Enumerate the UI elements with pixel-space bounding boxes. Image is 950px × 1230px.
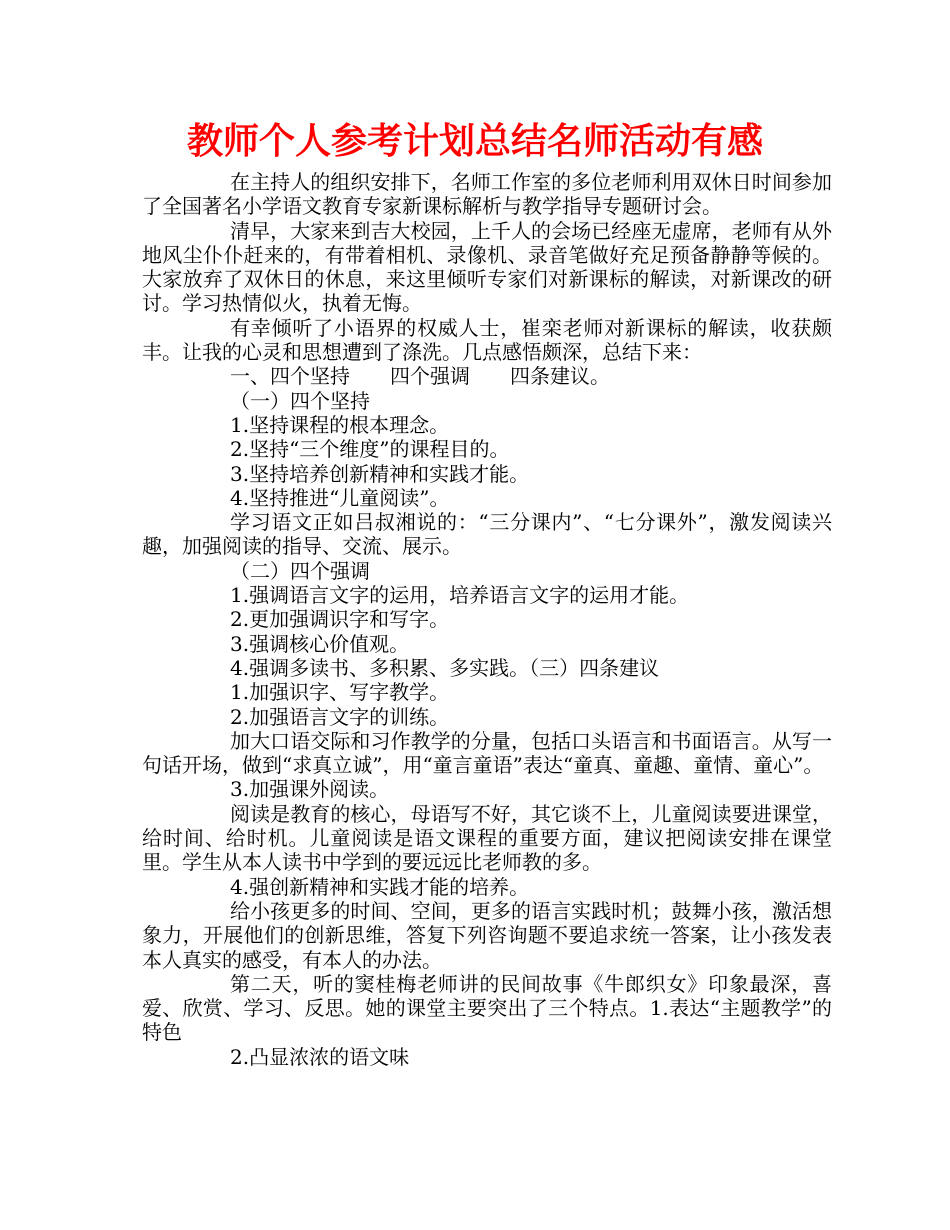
paragraph: 阅读是教育的核心，母语写不好，其它谈不上，儿童阅读要进课堂，给时间、给时机。儿童阅读是语文课程的重要方面，建议把阅读安排在课堂里。学生从本人读书中学到的要远远比老师教的多。 — [142, 801, 832, 875]
document-title: 教师个人参考计划总结名师活动有感 — [186, 121, 763, 162]
paragraph: 有幸倾听了小语界的权威人士，崔栾老师对新课标的解读，收获颇丰。让我的心灵和思想遭到了涤洗。几点感悟颇深，总结下来： — [142, 315, 832, 365]
list-item: 1.坚持课程的根本理念。 — [230, 412, 450, 437]
list-item: 1.强调语言文字的运用，培养语言文字的运用才能。 — [230, 583, 690, 608]
list-item: 3.加强课外阅读。 — [230, 777, 390, 802]
list-item: 4.强创新精神和实践才能的培养。 — [230, 874, 530, 899]
paragraph: 给小孩更多的时间、空间，更多的语言实践时机；鼓舞小孩，激活想象力，开展他们的创新思维，答复下列咨询题不要追求统一答案，让小孩发表本人真实的感受，有本人的办法。 — [142, 898, 832, 972]
paragraph: 在主持人的组织安排下，名师工作室的多位老师利用双休日时间参加了全国著名小学语文教育专家新课标解析与教学指导专题研讨会。 — [142, 170, 832, 219]
list-item: 4.坚持推进“儿童阅读”。 — [230, 485, 450, 510]
paragraph: 第二天，听的窦桂梅老师讲的民间故事《牛郎织女》印象最深，喜爱、欣赏、学习、反思。她的课堂主要突出了三个特点。1.表达“主题教学”的特色 — [142, 971, 832, 1045]
list-item: 2.加强语言文字的训练。 — [230, 704, 450, 729]
paragraph: 加大口语交际和习作教学的分量，包括口头语言和书面语言。从写一句话开场，做到“求真立诚”，用“童言童语”表达“童真、童趣、童情、童心”。 — [142, 728, 832, 778]
list-item: 2.更加强调识字和写字。 — [230, 607, 450, 632]
list-item: 2.坚持“三个维度”的课程目的。 — [230, 437, 510, 462]
subsection-heading: （二）四个强调 — [230, 558, 370, 583]
list-item: 1.加强识字、写字教学。 — [230, 680, 450, 705]
list-item: 3.强调核心价值观。 — [230, 631, 410, 656]
list-item: 2.凸显浓浓的语文味 — [230, 1044, 410, 1069]
subsection-heading: （一）四个坚持 — [230, 388, 370, 413]
list-item: 4.强调多读书、多积累、多实践。（三）四条建议 — [230, 655, 660, 680]
list-item: 3.坚持培养创新精神和实践才能。 — [230, 461, 530, 486]
paragraph: 学习语文正如吕叔湘说的：“三分课内”、“七分课外”，激发阅读兴趣，加强阅读的指导、交流、展示。 — [142, 510, 832, 559]
section-heading: 一、四个坚持 四个强调 四条建议。 — [230, 364, 610, 389]
document-body — [142, 170, 832, 1069]
paragraph: 清早，大家来到吉大校园，上千人的会场已经座无虚席，老师有从外地风尘仆仆赶来的，有带着相机、录像机、录音笔做好充足预备静静等候的。大家放弃了双休日的休息，来这里倾听专家们对新课标的解读，对新课改的研讨。学习热情似火，执着无悔。 — [142, 218, 832, 316]
